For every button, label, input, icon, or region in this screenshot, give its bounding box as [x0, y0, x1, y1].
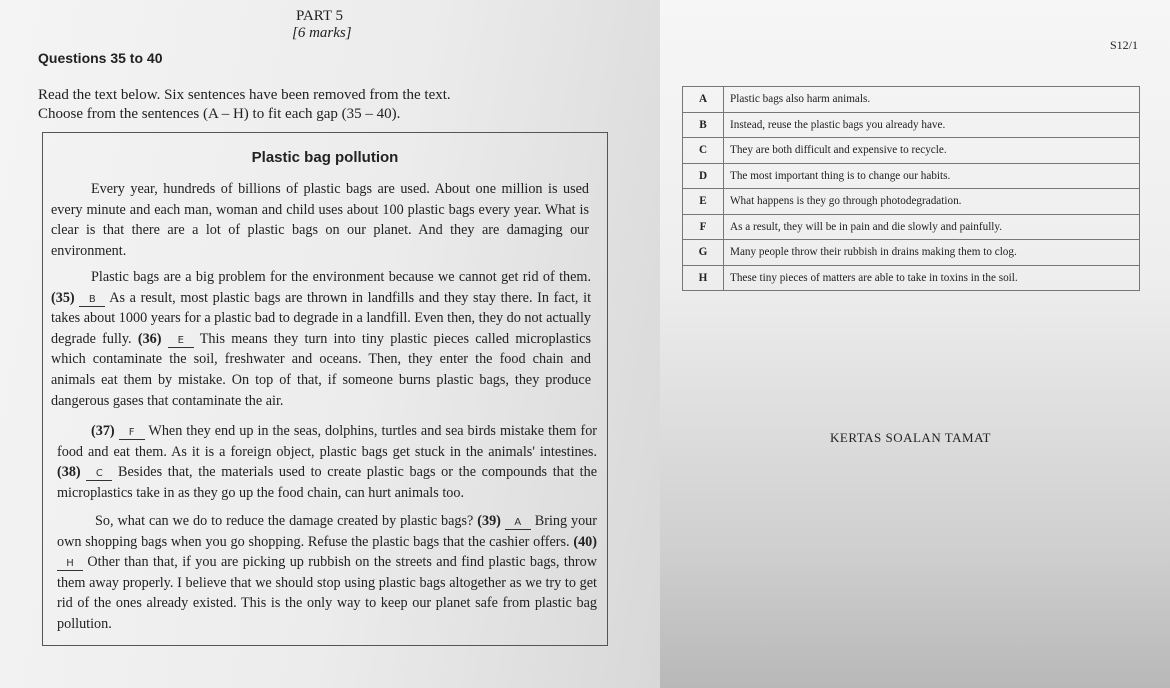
- paragraph-2: Plastic bags are a big problem for the environment because we cannot get rid of them. (35) B As a result, most plastic bags are thrown in landfills and they stay there. In fact, it takes about 1000 years for a plastic bad to degrade in a landfill. Even then, they do not actually degrade fully. (36) E This means they turn into tiny plastic pieces called microplastics which contaminate the soil, freshwater and oceans. Then, they enter the food chain and animals eat them by mistake. On top of that, if someone burns plastic bags, they produce dangerous gases that contaminate the air.: [51, 269, 592, 409]
- end-of-paper-text: KERTAS SOALAN TAMAT: [830, 430, 991, 445]
- option-row: [683, 265, 1140, 291]
- answer-blank-37[interactable]: F: [119, 427, 145, 440]
- part-heading: PART 5: [296, 8, 344, 24]
- answer-blank-40[interactable]: H: [57, 558, 83, 571]
- paragraph-4: So, what can we do to reduce the damage created by plastic bags? (39) A Bring your own shopping bags when you go shopping. Refuse the plastic bags that the cashier offers. (40) H Other than that, if you are picking up rubbish on the streets and find plastic bags, throw them away properly. I believe that we should stop using plastic bags altogether as we try to get rid of the ones already existed. This is the only way to keep our planet safe from plastic bag pollution.: [57, 513, 597, 632]
- questions-heading: Questions 35 to 40: [38, 50, 163, 66]
- option-key: E: [683, 189, 724, 215]
- paragraph-3: (37) F When they end up in the seas, dolphins, turtles and sea birds mistake them for food and eat them. As it is a foreign object, plastic bags get stuck in the animals' intestines. (38) C Besides that, the materials used to create plastic bags or the compounds that the microplastics take in as they go up the food chain, can hurt animals too.: [57, 423, 598, 501]
- marks-label: [6 marks]: [292, 25, 352, 41]
- option-row: [683, 87, 1140, 113]
- option-row: [683, 138, 1140, 164]
- option-text: What happens is they go through photodegradation.: [724, 189, 1140, 215]
- option-text: As a result, they will be in pain and die slowly and painfully.: [724, 214, 1140, 240]
- option-text: These tiny pieces of matters are able to take in toxins in the soil.: [724, 265, 1140, 291]
- passage-title: Plastic bag pollution: [251, 149, 399, 166]
- options-table: [682, 86, 1140, 291]
- option-key: C: [683, 138, 724, 164]
- instruction-line-1: Read the text below. Six sentences have been removed from the text.: [38, 87, 451, 103]
- option-row: [683, 240, 1140, 266]
- answer-blank-38[interactable]: C: [86, 468, 112, 481]
- option-text: They are both difficult and expensive to recycle.: [724, 138, 1140, 164]
- right-page: [660, 0, 1170, 688]
- option-row: [683, 112, 1140, 138]
- option-row: [683, 189, 1140, 215]
- option-key: A: [683, 87, 724, 113]
- option-key: H: [683, 265, 724, 291]
- paragraph-1: Every year, hundreds of billions of plastic bags are used. About one million is used every minute and each man, woman and child uses about 100 plastic bags every year. What is clear is that there are a lot of plastic bags on our planet. And they are damaging our environment.: [51, 181, 589, 259]
- option-row: [683, 214, 1140, 240]
- option-key: B: [683, 112, 724, 138]
- option-text: The most important thing is to change our habits.: [724, 163, 1140, 189]
- option-text: Instead, reuse the plastic bags you already have.: [724, 112, 1140, 138]
- answer-blank-39[interactable]: A: [505, 517, 531, 530]
- option-key: G: [683, 240, 724, 266]
- option-text: Plastic bags also harm animals.: [724, 87, 1140, 113]
- option-text: Many people throw their rubbish in drains making them to clog.: [724, 240, 1140, 266]
- answer-blank-35[interactable]: B: [79, 294, 105, 307]
- option-key: F: [683, 214, 724, 240]
- paper-code: S12/1: [1109, 38, 1138, 52]
- option-key: D: [683, 163, 724, 189]
- instruction-line-2: Choose from the sentences (A – H) to fit each gap (35 – 40).: [38, 106, 401, 122]
- answer-blank-36[interactable]: E: [168, 335, 194, 348]
- passage-box: [42, 132, 608, 646]
- option-row: [683, 163, 1140, 189]
